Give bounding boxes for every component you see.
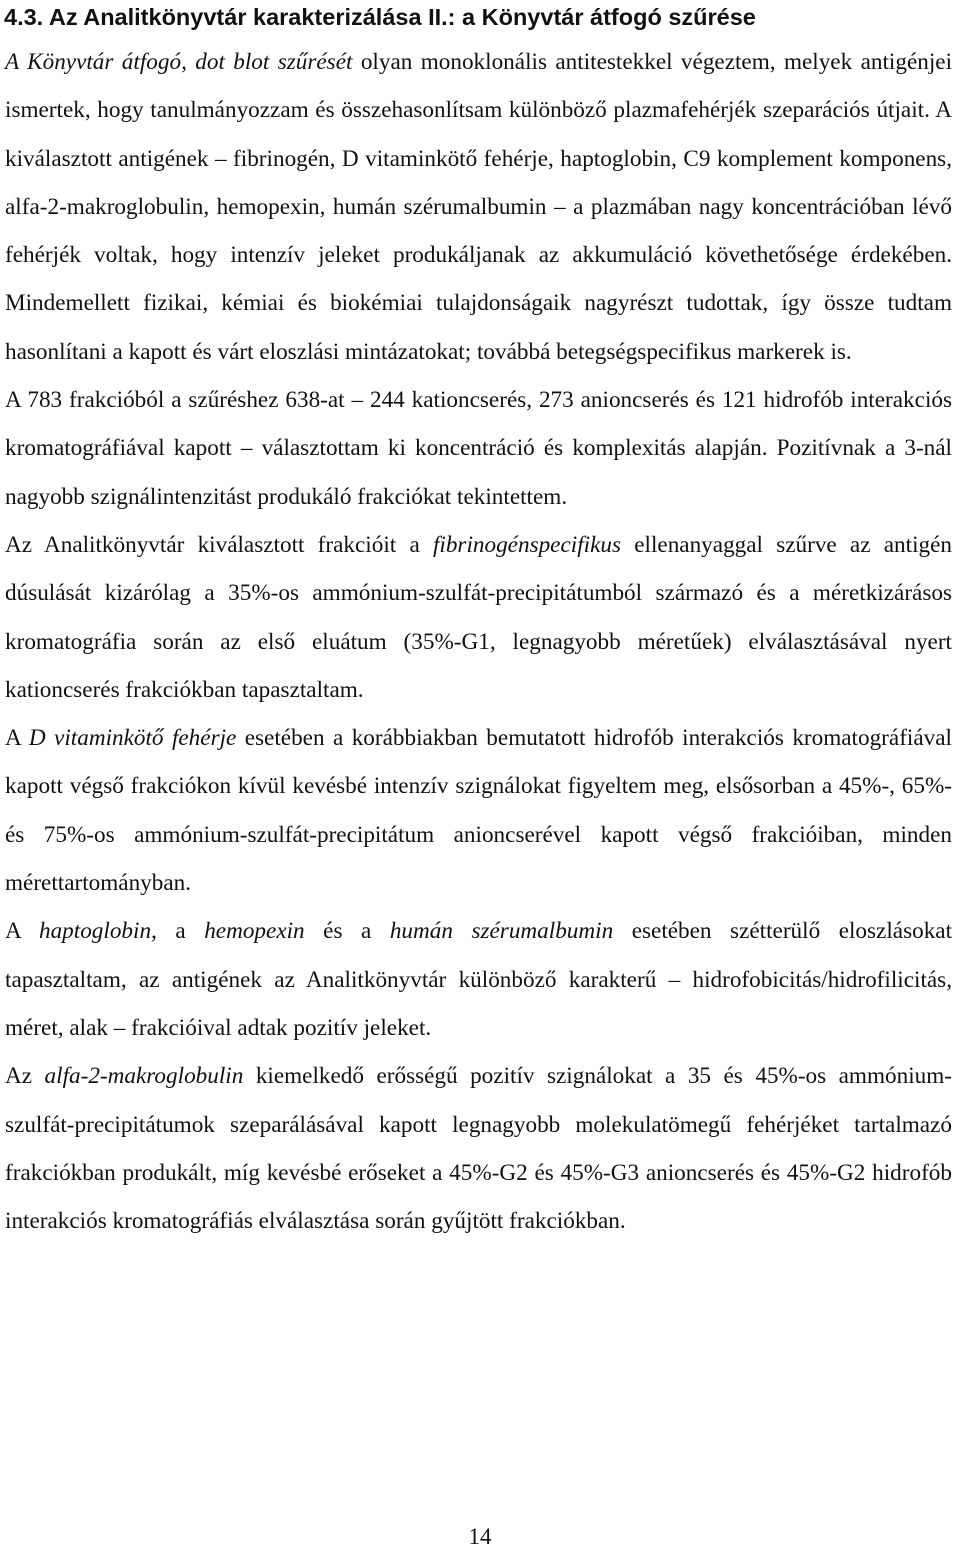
paragraph-text: Az Analitkönyvtár kiválasztott frakcióit a xyxy=(5,531,433,558)
italic-term: alfa-2-makroglobulin xyxy=(44,1063,244,1090)
paragraph-fraction-selection xyxy=(5,376,952,521)
paragraph-text: A 783 frakcióból a szűréshez 638-at – 244 kationcserés, 273 anioncserés és 121 hidrofób interakciós kromatográfiával kapott – választottam ki koncentráció és komplexitás alapján. Pozitívnak a 3-nál nagyobb szignálintenzitást produkáló frakciókat tekintettem. xyxy=(5,387,952,510)
body-text xyxy=(5,38,952,1245)
paragraph-vitamin-d-binding-protein xyxy=(5,714,952,907)
paragraph-text: A xyxy=(5,725,29,752)
paragraph-text: kiemelkedő erősségű pozitív szignálokat a 35 és 45%-os ammónium-szulfát-precipitátumok szeparálásával kapott legnagyobb molekulatömegű fehérjéket tartalmazó frakciókban produkált, míg kevésbé erőseket a 45%-G2 és 45%-G3 anioncserés és 45%-G2 hidrofób interakciós kromatográfiás elválasztása során gyűjtött frakciókban. xyxy=(5,1063,952,1235)
paragraph-text: Az xyxy=(5,1063,45,1090)
paragraph-text: ellenanyaggal szűrve az antigén dúsulását kizárólag a 35%-os ammónium-szulfát-precipitátumból származó és a méretkizárásos kromatográfia során az első eluátum (35%-G1, legnagyobb méretűek) elválasztásával nyert kationcserés frakciókban tapasztaltam. xyxy=(5,531,952,703)
italic-term: fibrinogénspecifikus xyxy=(432,531,622,558)
italic-term: hemopexin xyxy=(204,918,305,945)
section-heading: 4.3. Az Analitkönyvtár karakterizálása II.: a Könyvtár átfogó szűrése xyxy=(4,4,756,30)
paragraph-haptoglobin-hemopexin-albumin xyxy=(5,907,952,1052)
paragraph-text: esetében a korábbiakban bemutatott hidrofób interakciós kromatográfiával kapott végső frakciókon kívül kevésbé intenzív szignálokat figyeltem meg, elsősorban a 45%-, 65%- és 75%-os ammónium-szulfát-precipitátum anioncserével kapott végső frakcióiban, minden mérettartományban. xyxy=(5,725,952,897)
paragraph-dot-blot-screening xyxy=(5,38,952,376)
page-number: 14 xyxy=(468,1524,492,1549)
italic-term: haptoglobin xyxy=(38,918,152,945)
paragraph-text: A xyxy=(5,918,39,945)
paragraph-text: esetében szétterülő eloszlásokat tapasztaltam, az antigének az Analitkönyvtár különböző karakterű – hidrofobicitás/hidrofilicitás, méret, alak – frakcióival adtak pozitív jeleket. xyxy=(5,918,953,1041)
paragraph-text: olyan monoklonális antitestekkel végeztem, melyek antigénjei ismertek, hogy tanulmányozzam és összehasonlítsam különböző plazmafehérjék szeparációs útjait. A kiválasztott antigének – fibrinogén, D vitaminkötő fehérje, haptoglobin, C9 komplement komponens, alfa-2-makroglobulin, hemopexin, humán szérumalbumin – a plazmában nagy koncentrációban lévő fehérjék voltak, hogy intenzív jeleket produkáljanak az akkumuláció követhetősége érdekében. Mindemellett fizikai, kémiai és biokémiai tulajdonságaik nagyrészt tudottak, így össze tudtam hasonlítani a kapott és várt eloszlási mintázatokat; továbbá betegségspecifikus markerek is. xyxy=(5,49,953,365)
italic-term: D vitaminkötő fehérje xyxy=(28,725,237,752)
paragraph-text: , a xyxy=(151,918,205,945)
paragraph-text: és a xyxy=(304,918,390,945)
italic-term: humán szérumalbumin xyxy=(389,918,614,945)
paragraph-alpha-2-macroglobulin xyxy=(5,1052,952,1245)
italic-term: A Könyvtár átfogó, dot blot szűrését xyxy=(5,49,353,75)
paragraph-fibrinogen xyxy=(5,521,952,714)
